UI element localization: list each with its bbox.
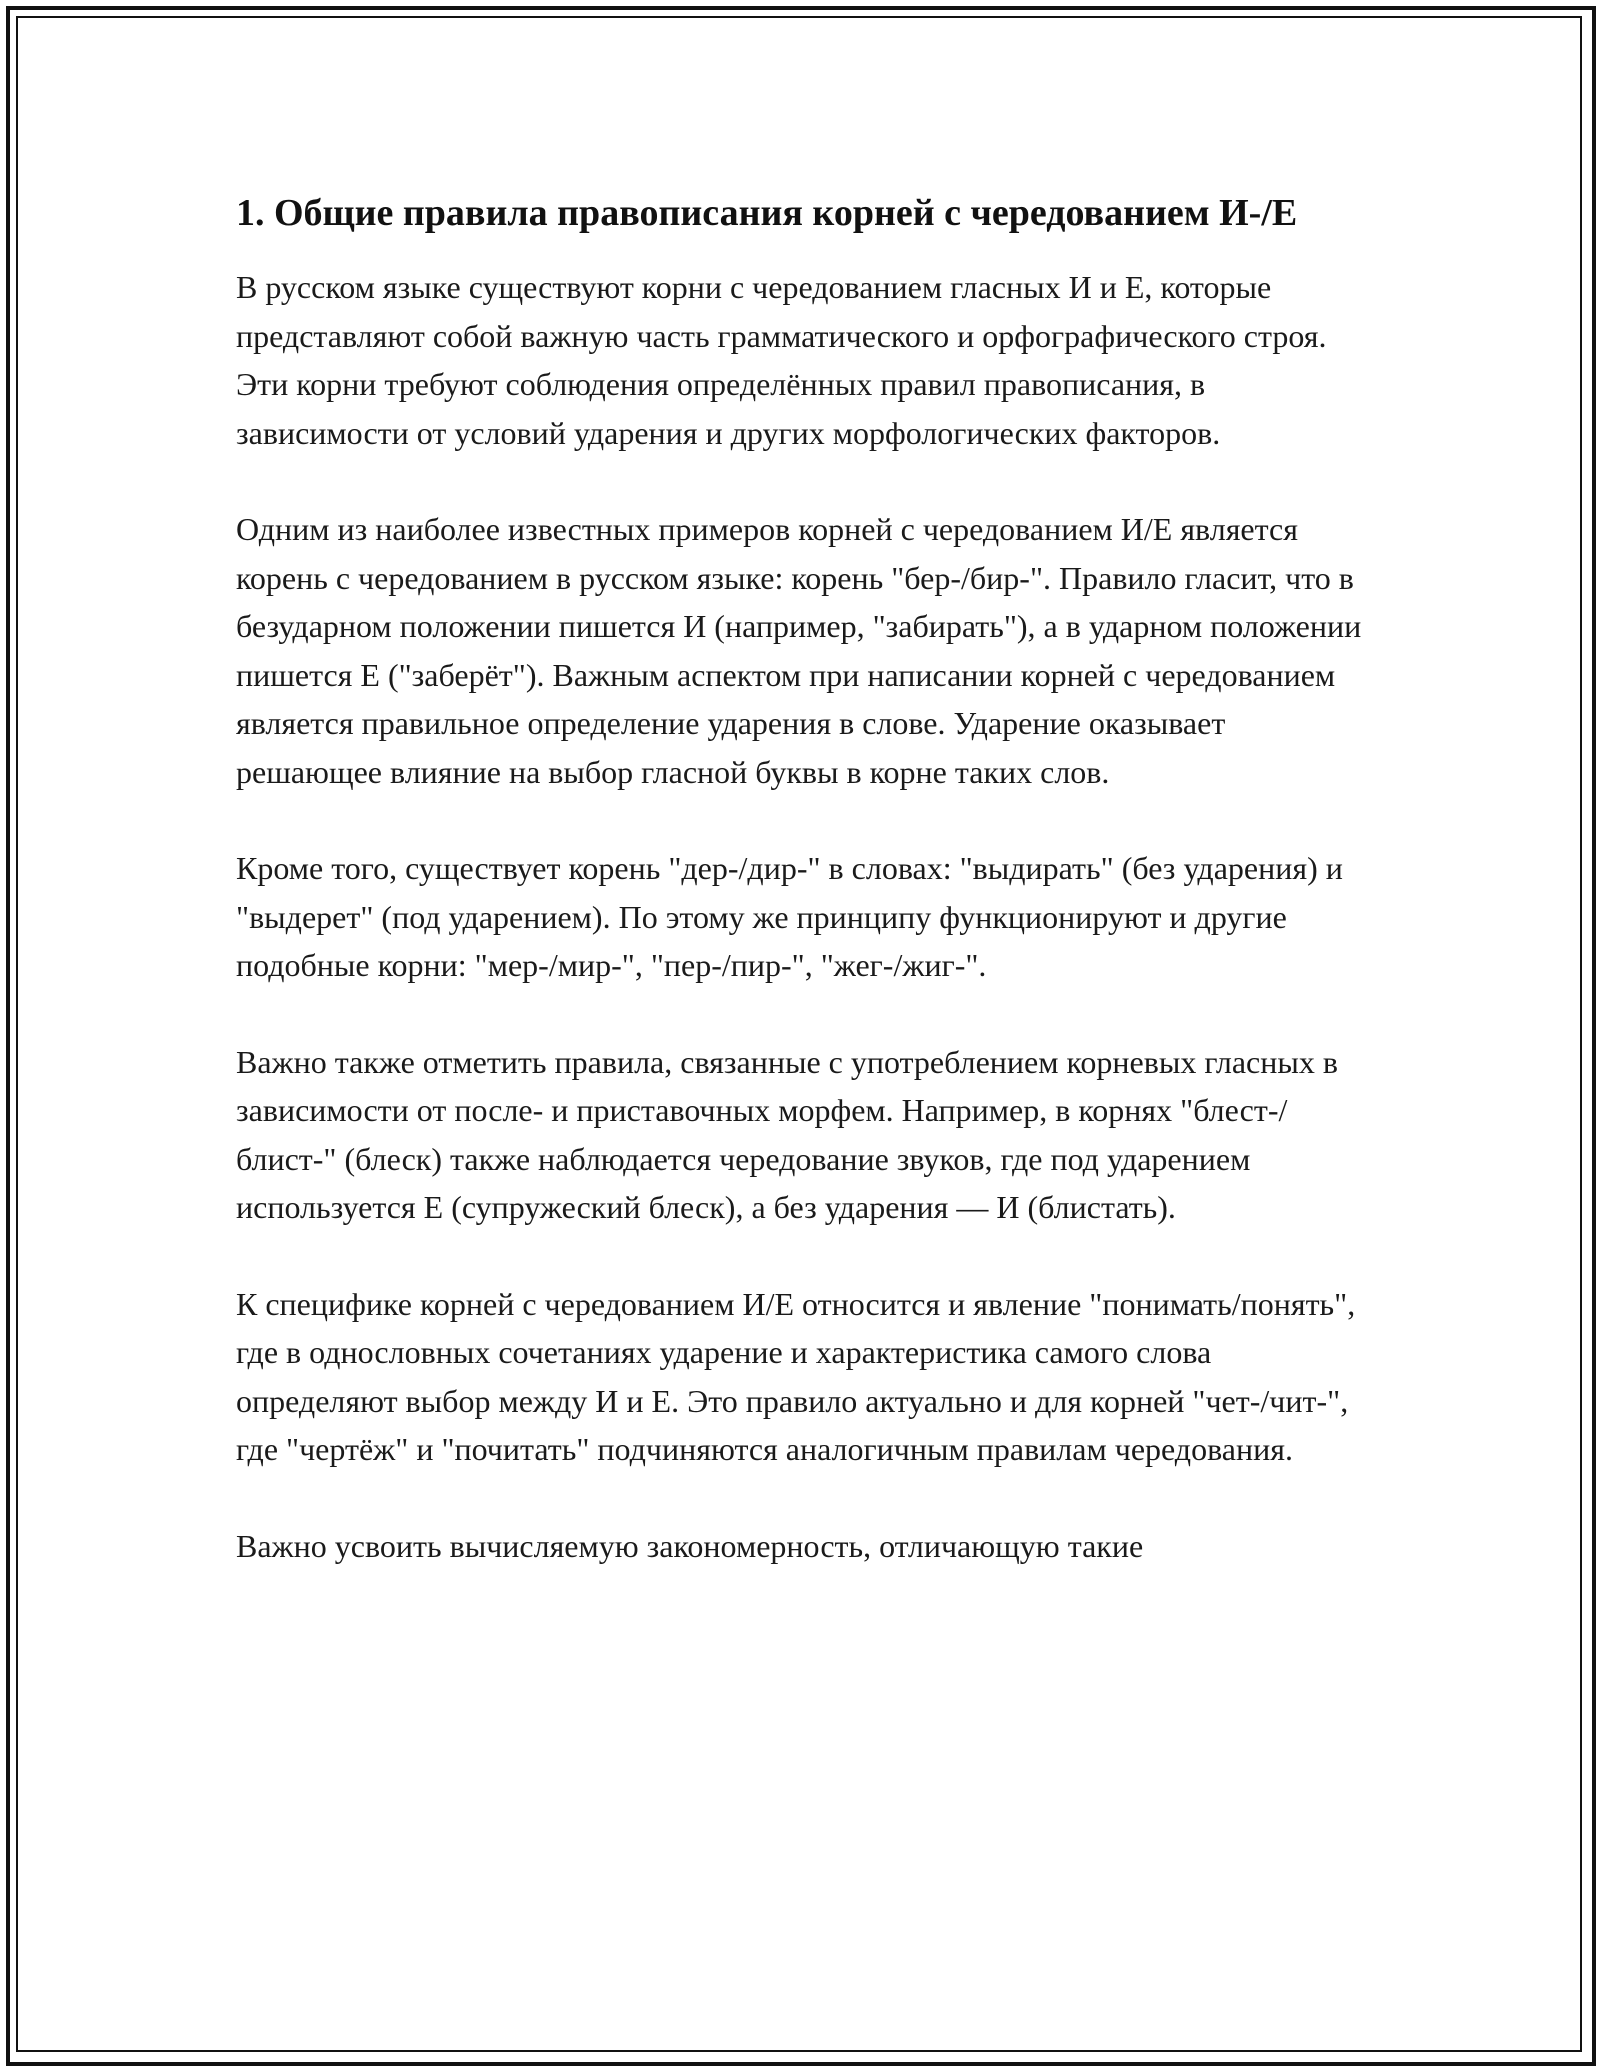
- paragraph-blest-blist: Важно также отметить правила, связанные с употреблением корневых гласных в зависимости от после- и приставочных морфем. Например, в корнях "блест-/блист-" (блеск) также наблюдается чередование звуков, где под ударением используется Е (супружеский блеск), а без ударения — И (блистать).: [236, 1043, 1338, 1225]
- section-heading: 1. Общие правила правописания корней с чередованием И-/Е: [236, 192, 1298, 234]
- paragraph-intro: В русском языке существуют корни с чередованием гласных И и Е, которые представляют собой важную часть грамматического и орфографического строя. Эти корни требуют соблюдения определённых правил правописания, в зависимости от условий ударения и других морфологических факторов.: [236, 269, 1327, 451]
- paragraph-der-dir: Кроме того, существует корень "дер-/дир-" в словах: "выдирать" (без ударения) и "выдерет" (под ударением). По этому же принципу функционируют и другие подобные корни: "мер-/мир-", "пер-/пир-", "жег-/жиг-".: [236, 850, 1343, 983]
- paragraph-conclusion: Важно усвоить вычисляемую закономерность, отличающую такие: [236, 1527, 1144, 1564]
- paragraph-ber-bir: Одним из наиболее известных примеров корней с чередованием И/Е является корень с чередованием в русском языке: корень "бер-/бир-". Правило гласит, что в безударном положении пишется И (например, "забирать"), а в ударном положении пишется Е ("заберёт"). Важным аспектом при написании корней с чередованием является правильное определение ударения в слове. Ударение оказывает решающее влияние на выбор гласной буквы в корне таких слов.: [236, 511, 1362, 790]
- document-body: [236, 185, 1366, 1618]
- paragraph-chet-chit: К специфике корней с чередованием И/Е относится и явление "понимать/понять", где в однословных сочетаниях ударение и характеристика самого слова определяют выбор между И и Е. Это правило актуально и для корней "чет-/чит-", где "чертёж" и "почитать" подчиняются аналогичным правилам чередования.: [236, 1285, 1356, 1467]
